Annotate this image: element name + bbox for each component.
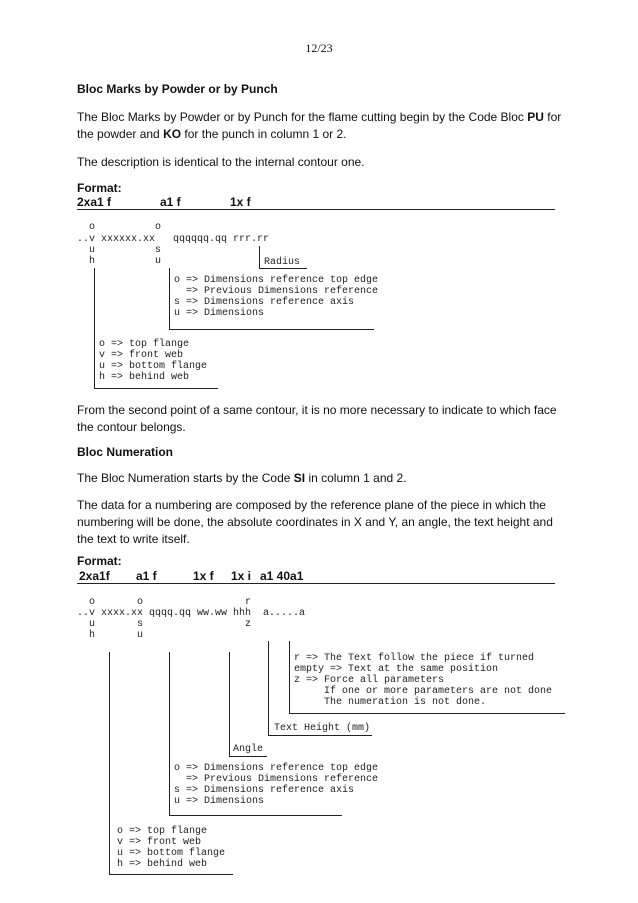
flange-option: u => bottom flange [117,848,226,859]
format-field: 1x f [193,569,214,583]
code-line: o o r [77,597,252,608]
section1-after-text: From the second point of a same contour, it is no more necessary to indicate to which face the contour belongs. [77,403,557,434]
flange-option: u => bottom flange [99,361,208,372]
format-field: a1 f [160,195,181,209]
intro-text: The Bloc Numeration starts by the Code [77,471,294,485]
connector-line [268,641,269,735]
format-field: 2xa1 f [77,195,112,209]
connector-line [229,652,230,756]
text-height-label: Text Height (mm) [274,723,371,734]
connector-line [169,652,170,815]
intro-text: for the powder and [77,110,562,141]
r-option: r => The Text follow the piece if turned [294,653,535,664]
connector-line [169,815,342,816]
dim-option: o => Dimensions reference top edge [174,275,379,286]
flange-option: v => front web [117,837,202,848]
flange-option: h => behind web [117,859,208,870]
format-field: 1x i [231,569,252,583]
connector-line [229,756,267,757]
flange-option: o => top flange [117,826,208,837]
r-option: z => Force all parameters [294,675,445,686]
connector-line [259,268,307,269]
dim-option: u => Dimensions [174,308,265,319]
radius-label: Radius [264,257,301,268]
format-field: 2xa1f [79,569,110,583]
intro-text: The Bloc Marks by Powder or by Punch for the flame cutting begin by the Code Bloc [77,110,528,124]
code-pu: PU [527,110,544,124]
code-line: h u [77,256,162,267]
code-si: SI [293,471,306,485]
r-option: empty => Text at the same position [294,664,499,675]
connector-line [268,735,372,736]
connector-line [169,268,170,329]
connector-line [109,874,233,875]
angle-label: Angle [233,744,264,755]
connector-line [259,246,260,268]
section2-description: The data for a numbering are composed by the reference plane of the piece in which the numbering will be done, the absolute coordinates in X and Y, an angle, the text height and the text to write itself. [77,498,553,546]
format-underline [77,209,555,210]
code-line: o o [77,222,162,233]
connector-line [109,652,110,874]
connector-line [169,329,374,330]
page-number: 12/23 [305,41,333,55]
connector-line [94,388,218,389]
code-line: ..v xxxxxx.xx qqqqqq.qq rrr.rr [77,234,270,245]
format-field: a1 40a1 [260,569,304,583]
section1-intro [77,109,565,143]
intro-text: for the punch in column 1 or 2. [181,127,347,141]
section-heading-bloc-marks: Bloc Marks by Powder or by Punch [77,82,278,96]
dim-option: => Previous Dimensions reference [174,286,379,297]
code-ko: KO [163,127,182,141]
flange-option: o => top flange [99,339,190,350]
section-heading-bloc-numeration: Bloc Numeration [77,445,174,459]
code-line: u s [77,245,162,256]
section1-description: The description is identical to the internal contour one. [77,155,365,169]
section2-intro [77,470,407,487]
flange-option: h => behind web [99,372,190,383]
dim-option: s => Dimensions reference axis [174,785,355,796]
connector-line [94,268,95,388]
connector-line [289,713,565,714]
r-option: The numeration is not done. [294,697,487,708]
r-option: If one or more parameters are not done [294,686,553,697]
format-field: a1 f [136,569,157,583]
connector-line [289,641,290,713]
dim-option: o => Dimensions reference top edge [174,763,379,774]
code-line: u s z [77,619,252,630]
dim-option: u => Dimensions [174,796,265,807]
code-line: ..v xxxx.xx qqqq.qq ww.ww hhh a.....a [77,608,306,619]
dim-option: s => Dimensions reference axis [174,297,355,308]
code-line: h u [77,630,144,641]
format-label: Format: [77,181,122,195]
format-label: Format: [77,554,122,568]
flange-option: v => front web [99,350,184,361]
dim-option: => Previous Dimensions reference [174,774,379,785]
format-underline [77,583,555,584]
intro-text: in column 1 and 2. [305,471,407,485]
format-field: 1x f [230,195,251,209]
